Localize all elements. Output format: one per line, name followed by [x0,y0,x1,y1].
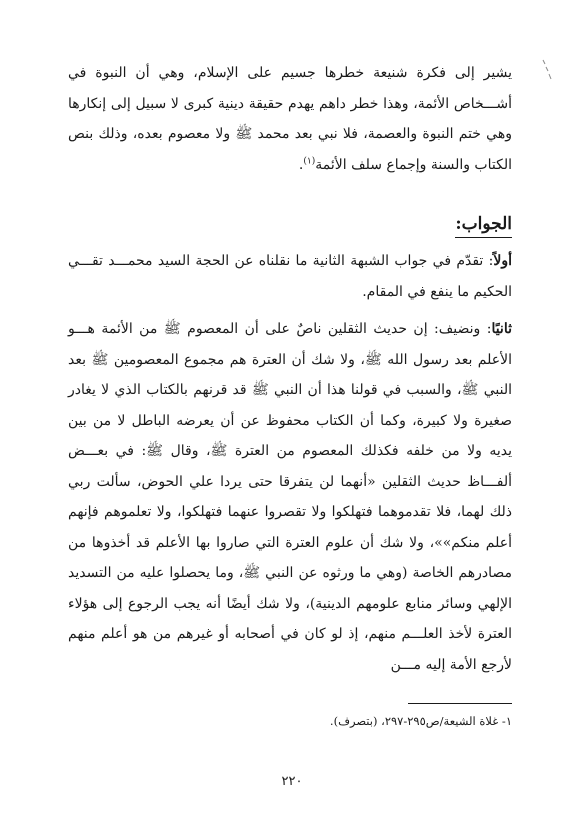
footnote-divider [408,703,512,704]
page-number: ٢٢٠ [281,774,303,789]
intro-paragraph: يشير إلى فكرة شنيعة خطرها جسيم على الإسلام، وهي أن النبوة في أشـــخاص الأئمة، وهذا خطر داهم يهدم حقيقة دينية كبرى لا سبيل إلى إنكارها وهي ختم النبوة والعصمة، فلا نبي بعد محمد ﷺ ولا معصوم بعده، وذلك بنص الكتاب والسنة وإجماع سلف الأئمة$^{(١)}$. [68,65,512,173]
first-point-paragraph [68,246,512,307]
scan-corner-mark [540,58,554,82]
footnote: ١- غلاة الشيعة/ص٢٩٥-٢٩٧، (بتصرف). [329,714,512,728]
second-point-lead: ثانيًا [491,321,512,337]
first-point-lead: أولاً [493,253,512,269]
first-point-text: : تقدّم في جواب الشبهة الثانية ما نقلناه عن الحجة السيد محمـــد تقـــي الحكيم ما ينفع في المقام. [68,253,512,300]
intro-paragraph-text: يشير إلى فكرة شنيعة خطرها جسيم على الإسلام، وهي أن النبوة في أشـــخاص الأئمة، وهذا خطر داهم يهدم حقيقة دينية كبرى لا سبيل إلى إنكارها وهي ختم النبوة والعصمة، فلا نبي بعد محمد ﷺ ولا معصوم بعده، وذلك بنص الكتاب والسنة وإجماع سلف الأئمة [68,65,512,173]
answer-heading: الجواب: [455,212,512,238]
footnote-reference[interactable]: (١) [303,155,316,166]
second-point-text: : ونضيف: إن حديث الثقلين ناصٌ على أن المعصوم ﷺ من الأئمة هـــو الأعلم بعد رسول الله ﷺ، ولا شك أن العترة هم مجموع المعصومين ﷺ بعد النبي ﷺ، والسبب في قولنا هذا أن النبي ﷺ قد قرنهم بالكتاب الذي لا يغادر صغيرة ولا كبيرة، وكما أن الكتاب محفوظ عن أن يعرضه الباطل لا من بين يديه ولا من خلفه فكذلك المعصوم من العترة ﷺ، وقال ﷺ: في بعـــض ألفـــاظ حديث الثقلين «أنهما لن يتفرقا حتى يردا علي الحوض، سألت ربي ذلك لهما، فلا تقدموهما فتهلكوا ولا تقصروا عنهما فتهلكوا، ولا تعلموهم فإنهم أعلم منكم»»، ولا شك أن علوم العترة التي صاروا بها الأعلم قد أخذوها من مصادرهم الخاصة (وهي ما ورثوه عن النبي ﷺ، وما يحصلوا عليه من التسديد الإلهي وسائر منابع علومهم الدينية)، ولا شك أيضًا أنه يجب الرجوع إلى هؤلاء العترة لأخذ العلـــم منهم، إذ لو كان في أصحابه أو غيرهم من هو أعلم منهم لأرجع الأمة إليه مـــن [68,321,513,673]
second-point-paragraph [68,314,512,680]
